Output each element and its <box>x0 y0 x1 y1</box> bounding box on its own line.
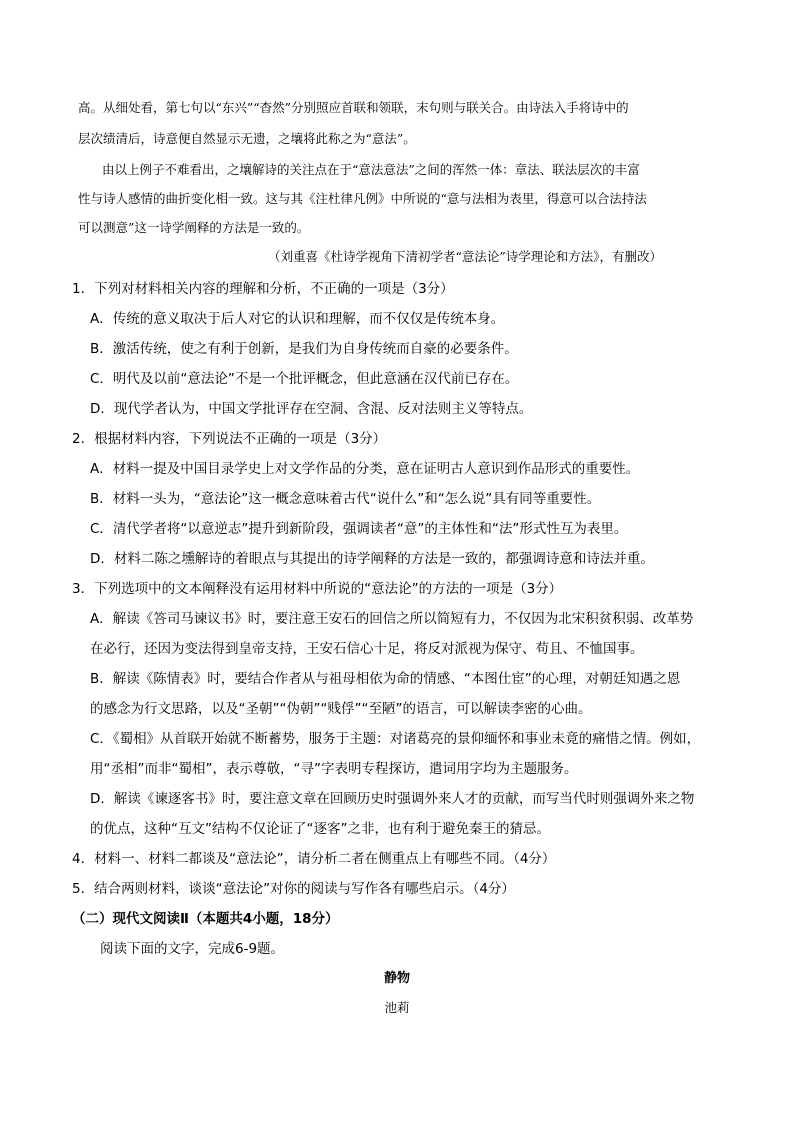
story-title: 静物 <box>383 971 410 986</box>
question-1-option-c: C．明代及以前“意法论”不是一个批评概念，但此意涵在汉代前已存在。 <box>90 371 519 387</box>
question-1-option-a: A．传统的意义取决于后人对它的认识和理解，而不仅仅是传统本身。 <box>90 311 505 327</box>
passage-p2-line3: 可以测意”这一诗学阐释的方法是一致的。 <box>78 220 310 235</box>
question-3-option-a-line1: A．解读《答司马谏议书》时，要注意王安石的回信之所以简短有力，不仅因为北宋积贫积弱、改革势 <box>90 611 694 627</box>
question-2-option-a: A．材料一提及中国目录学史上对文学作品的分类，意在证明古人意识到作品形式的重要性。 <box>90 461 640 477</box>
section-instruction: 阅读下面的文字，完成6-9题。 <box>100 941 285 957</box>
question-4-stem: 4．材料一、材料二都谈及“意法论”，请分析二者在侧重点上有哪些不同。（4分） <box>72 851 556 867</box>
question-3-option-d-line2: 的优点，这种“互文”结构不仅论证了“逐客”之非，也有利于避免秦王的猜忌。 <box>90 821 550 837</box>
story-author: 池莉 <box>384 1000 410 1015</box>
question-2-option-d: D．材料二陈之壎解诗的着眼点与其提出的诗学阐释的方法是一致的，都强调诗意和诗法并重。 <box>90 551 654 567</box>
passage-p1-line2: 层次绩清后，诗意便自然显示无遗，之壤将此称之为“意法”。 <box>78 131 416 146</box>
passage-p2-line2: 性与诗人感情的曲折变化相一致。这与其《注杜律凡例》中所说的“意与法相为表里，得意可以合法持法 <box>78 191 647 206</box>
question-3-option-c-line1: C．《蜀相》从首联开始就不断蓄势，服务于主题：对诸葛亮的景仰缅怀和事业未竟的痛惜之情。例如， <box>90 731 701 747</box>
question-1-option-d: D．现代学者认为，中国文学批评存在空洞、含混、反对法则主义等特点。 <box>90 401 533 417</box>
section-heading: （二）现代文阅读Ⅱ（本题共4小题，18分） <box>72 911 339 927</box>
passage-p1-line1: 高。从细处看，第七句以“东兴”“杳然”分别照应首联和领联，末句则与联关合。由诗法入手将诗中的 <box>78 100 629 115</box>
question-2-stem: 2．根据材料内容，下列说法不正确的一项是（3分） <box>72 431 387 447</box>
question-3-option-b-line2: 的感念为行文思路，以及“圣朝”“伪朝”“贱俘”“至陋”的语言，可以解读李密的心曲。 <box>90 701 592 717</box>
question-3-option-c-line2: 用“丞相”而非“蜀相”，表示尊敬，“寻”字表明专程探访，遣词用字均为主题服务。 <box>90 761 578 777</box>
question-5-stem: 5．结合两则材料，谈谈“意法论”对你的阅读与写作各有哪些启示。（4分） <box>72 881 515 897</box>
question-3-stem: 3．下列选项中的文本阐释没有运用材料中所说的“意法论”的方法的一项是（3分） <box>72 581 563 597</box>
question-3-option-a-line2: 在必行，还因为变法得到皇帝支持，王安石信心十足，将反对派视为保守、苟且、不恤国事。 <box>90 641 644 657</box>
question-1-option-b: B．激活传统，使之有利于创新，是我们为自身传统而自豪的必要条件。 <box>90 341 518 357</box>
passage-p2-line1: 由以上例子不难看出，之壤解诗的关注点在于“意法意法”之间的浑然一体：章法、联法层次的丰富 <box>102 162 640 177</box>
question-2-option-b: B．材料一头为，“意法论”这一概念意味着古代“说什么”和“怎么说”具有同等重要性。 <box>90 491 601 507</box>
passage-citation: （刘重喜《杜诗学视角下清初学者“意法论”诗学理论和方法》，有删改） <box>268 249 663 264</box>
question-2-option-c: C．清代学者将“以意逆志”提升到新阶段，强调读者“意”的主体性和“法”形式性互为表里。 <box>90 521 628 537</box>
question-1-stem: 1．下列对材料相关内容的理解和分析，不正确的一项是（3分） <box>72 281 454 297</box>
question-3-option-b-line1: B．解读《陈情表》时，要结合作者从与祖母相依为命的情感、“本图仕宦”的心理，对朝廷知遇之恩 <box>90 671 681 687</box>
question-3-option-d-line1: D．解读《谏逐客书》时，要注意文章在回顾历史时强调外来人才的贡献，而写当代时则强调外来之物 <box>90 791 695 807</box>
